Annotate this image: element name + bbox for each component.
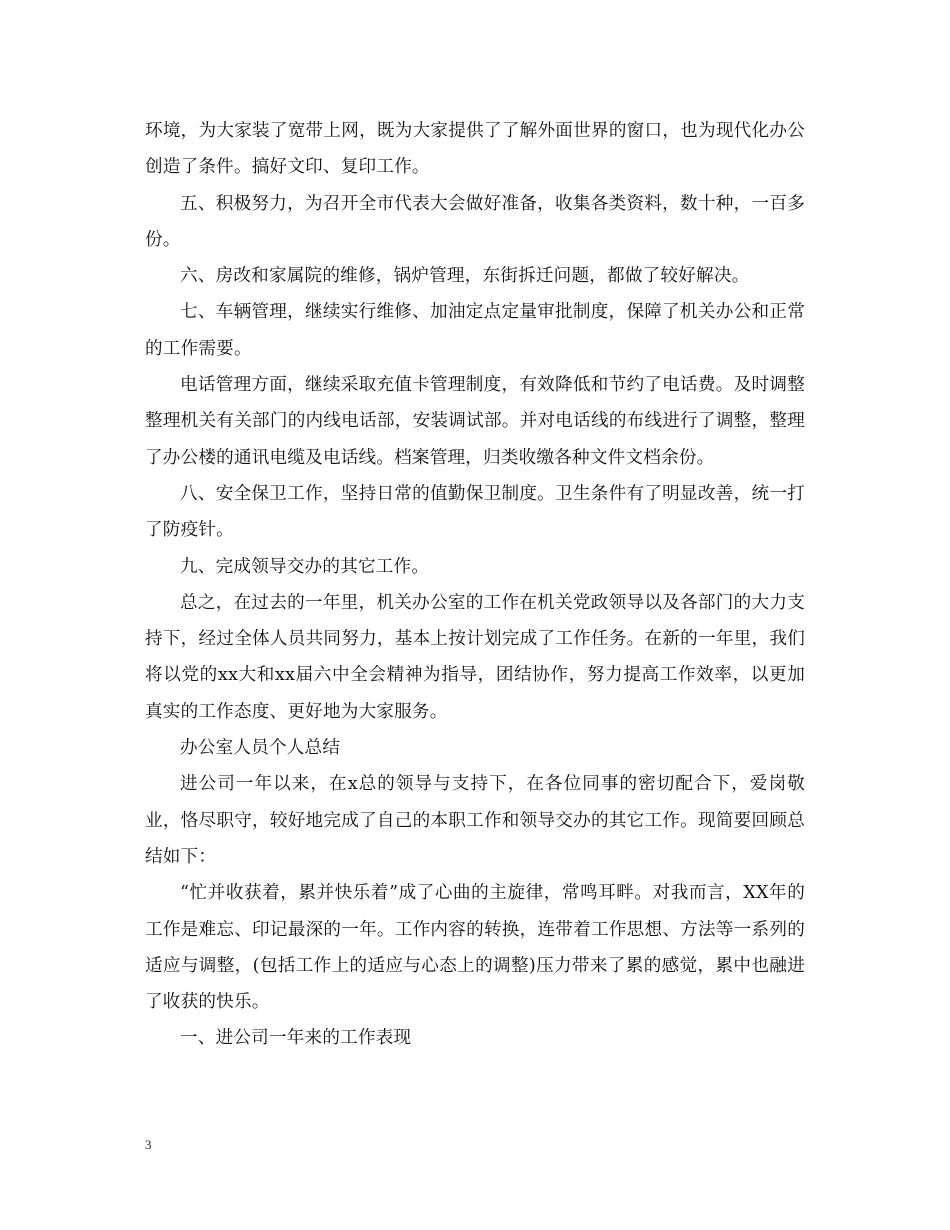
paragraph-8: 总之，在过去的一年里，机关办公室的工作在机关党政领导以及各部门的大力支持下，经过全体人员共同努力，基本上按计划完成了工作任务。在新的一年里，我们将以党的xx大和xx届六中全会精神为指导，团结协作，努力提高工作效率，以更加真实的工作态度、更好地为大家服务。 [145,592,805,722]
section-heading-personal-summary: 办公室人员个人总结 [180,738,341,759]
paragraph-2: 五、积极努力，为召开全市代表大会做好准备，收集各类资料，数十种，一百多份。 [145,193,805,250]
paragraph-10: 进公司一年以来，在x总的领导与支持下，在各位同事的密切配合下，爱岗敬业，恪尽职守，较好地完成了自己的本职工作和领导交办的其它工作。现简要回顾总结如下： [145,774,805,867]
paragraph-4: 七、车辆管理，继续实行维修、加油定点定量审批制度，保障了机关办公和正常的工作需要。 [145,302,805,359]
paragraph-1: 环境，为大家装了宽带上网，既为大家提供了了解外面世界的窗口，也为现代化办公创造了条件。搞好文印、复印工作。 [145,121,805,178]
document-body [145,113,805,1057]
paragraph-5: 电话管理方面，继续采取充值卡管理制度，有效降低和节约了电话费。及时调整整理机关有关部门的内线电话部，安装调试部。并对电话线的布线进行了调整，整理了办公楼的通讯电缆及电话线。档案管理，归类收缴各种文件文档余份。 [145,375,805,468]
page-number: 3 [145,1137,152,1152]
section-heading-work-performance: 一、进公司一年来的工作表现 [180,1028,412,1049]
paragraph-3: 六、房改和家属院的维修，锅炉管理，东街拆迁问题，都做了较好解决。 [180,266,750,287]
paragraph-7: 九、完成领导交办的其它工作。 [180,556,430,577]
paragraph-6: 八、安全保卫工作，坚持日常的值勤保卫制度。卫生条件有了明显改善，统一打了防疫针。 [145,483,805,541]
paragraph-11: “忙并收获着，累并快乐着”成了心曲的主旋律，常鸣耳畔。对我而言，XX年的工作是难忘、印记最深的一年。工作内容的转换，连带着工作思想、方法等一系列的适应与调整，(包括工作上的适应与心态上的调整)压力带来了累的感觉，累中也融进了收获的快乐。 [145,883,805,1013]
